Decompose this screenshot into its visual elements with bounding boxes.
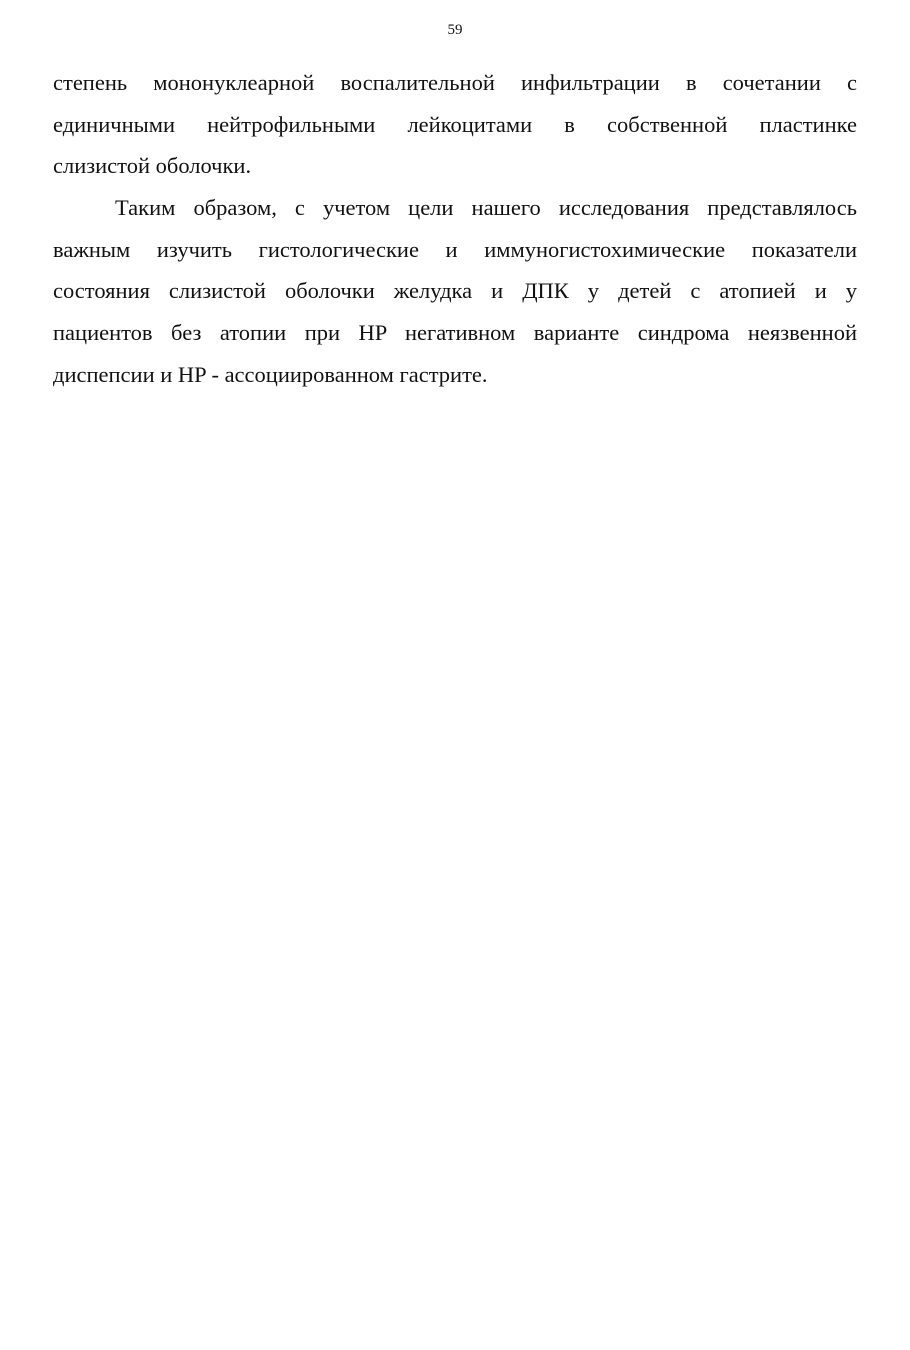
paragraph-1 [53, 62, 857, 187]
text-line: слизистой оболочки. [53, 153, 252, 179]
text-line: важным изучить гистологические и иммуногистохимические показатели [53, 236, 857, 262]
body-text [53, 62, 857, 396]
paragraph-2 [53, 187, 857, 395]
text-line: Таким образом, с учетом цели нашего исследования представлялось [115, 195, 857, 221]
text-line: единичными нейтрофильными лейкоцитами в собственной пластинке [53, 111, 857, 137]
text-line: состояния слизистой оболочки желудка и ДПК у детей с атопией и у [53, 278, 857, 304]
text-line: степень мононуклеарной воспалительной инфильтрации в сочетании с [53, 70, 857, 95]
page-number: 59 [447, 22, 463, 38]
text-line: пациентов без атопии при HP негативном варианте синдрома неязвенной [53, 320, 857, 346]
text-line: диспепсии и HP - ассоциированном гастрите. [53, 361, 488, 387]
